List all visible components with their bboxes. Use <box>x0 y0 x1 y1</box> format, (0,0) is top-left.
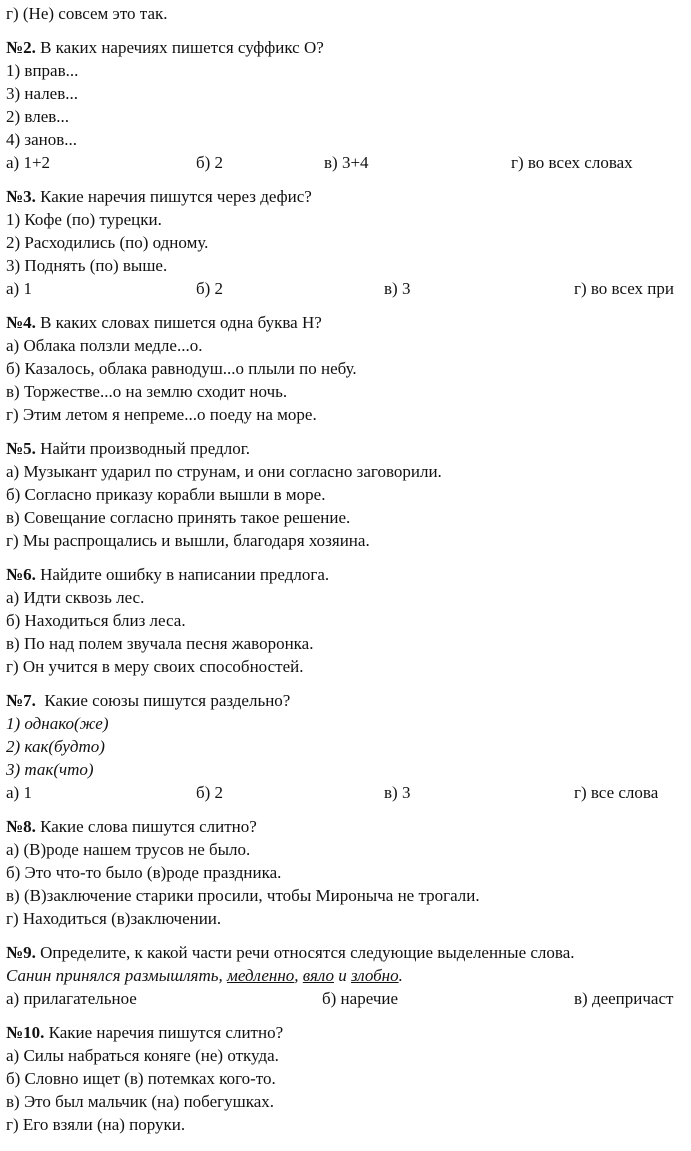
question-2-answers <box>6 151 691 174</box>
answer-option-g: г) во всех при <box>574 279 674 298</box>
question-2-heading <box>6 36 691 59</box>
question-7-item: 2) как(будто) <box>6 737 105 756</box>
answer-option-v: в) 3+4 <box>324 153 369 172</box>
question-8-text: Какие слова пишутся слитно? <box>35 817 257 836</box>
answer-option-v: в) деепричаст <box>574 989 674 1008</box>
question-6-item: а) Идти сквозь лес. <box>6 588 145 607</box>
question-6-text: Найдите ошибку в написании предлога. <box>35 565 330 584</box>
answer-option-b: б) 2 <box>196 153 224 172</box>
question-6-number: №6. <box>6 565 36 584</box>
question-3-answers <box>6 277 691 300</box>
question-4-item: б) Казалось, облака равнодуш...о плыли по небу. <box>6 359 357 378</box>
question-7-item: 3) так(что) <box>6 760 94 779</box>
question-9-text: Определите, к какой части речи относятся следующие выделенные слова. <box>35 943 575 962</box>
question-5-text: Найти производный предлог. <box>35 439 250 458</box>
question-7-text: Какие союзы пишутся раздельно? <box>35 691 291 710</box>
question-4-item: а) Облака ползли медле...о. <box>6 336 203 355</box>
question-4-heading <box>6 311 691 334</box>
question-2-text: В каких наречиях пишется суффикс О? <box>35 38 324 57</box>
question-7-answers <box>6 781 691 804</box>
question-6-item: в) По над полем звучала песня жаворонка. <box>6 634 314 653</box>
question-4-number: №4. <box>6 313 36 332</box>
question-5-item: а) Музыкант ударил по струнам, и они согласно заговорили. <box>6 462 442 481</box>
question-5-item: г) Мы распрощались и вышли, благодаря хозяина. <box>6 531 370 550</box>
question-5-item: б) Согласно приказу корабли вышли в море. <box>6 485 326 504</box>
question-7-number: №7. <box>6 691 36 710</box>
question-8-item: в) (В)заключение старики просили, чтобы Мироныча не трогали. <box>6 886 480 905</box>
question-10-number: №10. <box>6 1023 45 1042</box>
question-3-number: №3. <box>6 187 36 206</box>
sentence-part: . <box>398 966 403 985</box>
answer-option-g: г) все слова <box>574 783 659 802</box>
question-10-item: б) Словно ищет (в) потемках кого-то. <box>6 1069 276 1088</box>
question-5-number: №5. <box>6 439 36 458</box>
question-4-text: В каких словах пишется одна буква Н? <box>35 313 322 332</box>
answer-option-v: в) 3 <box>384 783 411 802</box>
question-8-item: б) Это что-то было (в)роде праздника. <box>6 863 282 882</box>
question-9-sentence <box>6 964 691 987</box>
question-5-item: в) Совещание согласно принять такое решение. <box>6 508 351 527</box>
question-4-item: г) Этим летом я непреме...о поеду на море. <box>6 405 317 424</box>
question-3-heading <box>6 185 691 208</box>
question-10-text: Какие наречия пишутся слитно? <box>44 1023 284 1042</box>
question-10-item: г) Его взяли (на) поруки. <box>6 1115 186 1134</box>
answer-option-a: а) 1+2 <box>6 153 51 172</box>
question-8-item: г) Находиться (в)заключении. <box>6 909 222 928</box>
question-9-number: №9. <box>6 943 36 962</box>
question-6-item: г) Он учится в меру своих способностей. <box>6 657 304 676</box>
test-page <box>6 0 691 1136</box>
question-2-item: 1) вправ... <box>6 61 79 80</box>
intro-answer-line: г) (Не) совсем это так. <box>6 4 168 23</box>
question-7-heading <box>6 689 691 712</box>
question-5-heading <box>6 437 691 460</box>
answer-option-a: а) 1 <box>6 783 32 802</box>
answer-option-b: б) 2 <box>196 279 224 298</box>
answer-option-g: г) во всех словах <box>511 153 633 172</box>
sentence-part: и <box>333 966 351 985</box>
answer-option-b: б) 2 <box>196 783 224 802</box>
question-8-heading <box>6 815 691 838</box>
answer-option-v: в) 3 <box>384 279 411 298</box>
sentence-part: Санин принялся размышлять, <box>6 966 227 985</box>
answer-option-a: а) 1 <box>6 279 32 298</box>
question-2-item: 3) налев... <box>6 84 79 103</box>
highlighted-word: медленно <box>226 966 295 985</box>
question-3-item: 1) Кофе (по) турецки. <box>6 210 162 229</box>
question-8-item: а) (В)роде нашем трусов не было. <box>6 840 251 859</box>
question-10-item: в) Это был мальчик (на) побегушках. <box>6 1092 274 1111</box>
question-3-text: Какие наречия пишутся через дефис? <box>35 187 312 206</box>
highlighted-word: вяло <box>302 966 334 985</box>
question-9-answers <box>6 987 691 1010</box>
question-3-item: 2) Расходились (по) одному. <box>6 233 209 252</box>
question-6-item: б) Находиться близ леса. <box>6 611 186 630</box>
answer-option-b: б) наречие <box>322 989 399 1008</box>
question-2-item: 2) влев... <box>6 107 70 126</box>
sentence-part: , <box>294 966 303 985</box>
question-2-item: 4) занов... <box>6 130 78 149</box>
question-3-item: 3) Поднять (по) выше. <box>6 256 168 275</box>
question-4-item: в) Торжестве...о на землю сходит ночь. <box>6 382 288 401</box>
question-8-number: №8. <box>6 817 36 836</box>
question-2-number: №2. <box>6 38 36 57</box>
question-7-item: 1) однако(же) <box>6 714 109 733</box>
question-9-heading <box>6 941 691 964</box>
answer-option-a: а) прилагательное <box>6 989 137 1008</box>
question-6-heading <box>6 563 691 586</box>
question-10-heading <box>6 1021 691 1044</box>
question-10-item: а) Силы набраться коняге (не) откуда. <box>6 1046 279 1065</box>
highlighted-word: злобно <box>350 966 399 985</box>
